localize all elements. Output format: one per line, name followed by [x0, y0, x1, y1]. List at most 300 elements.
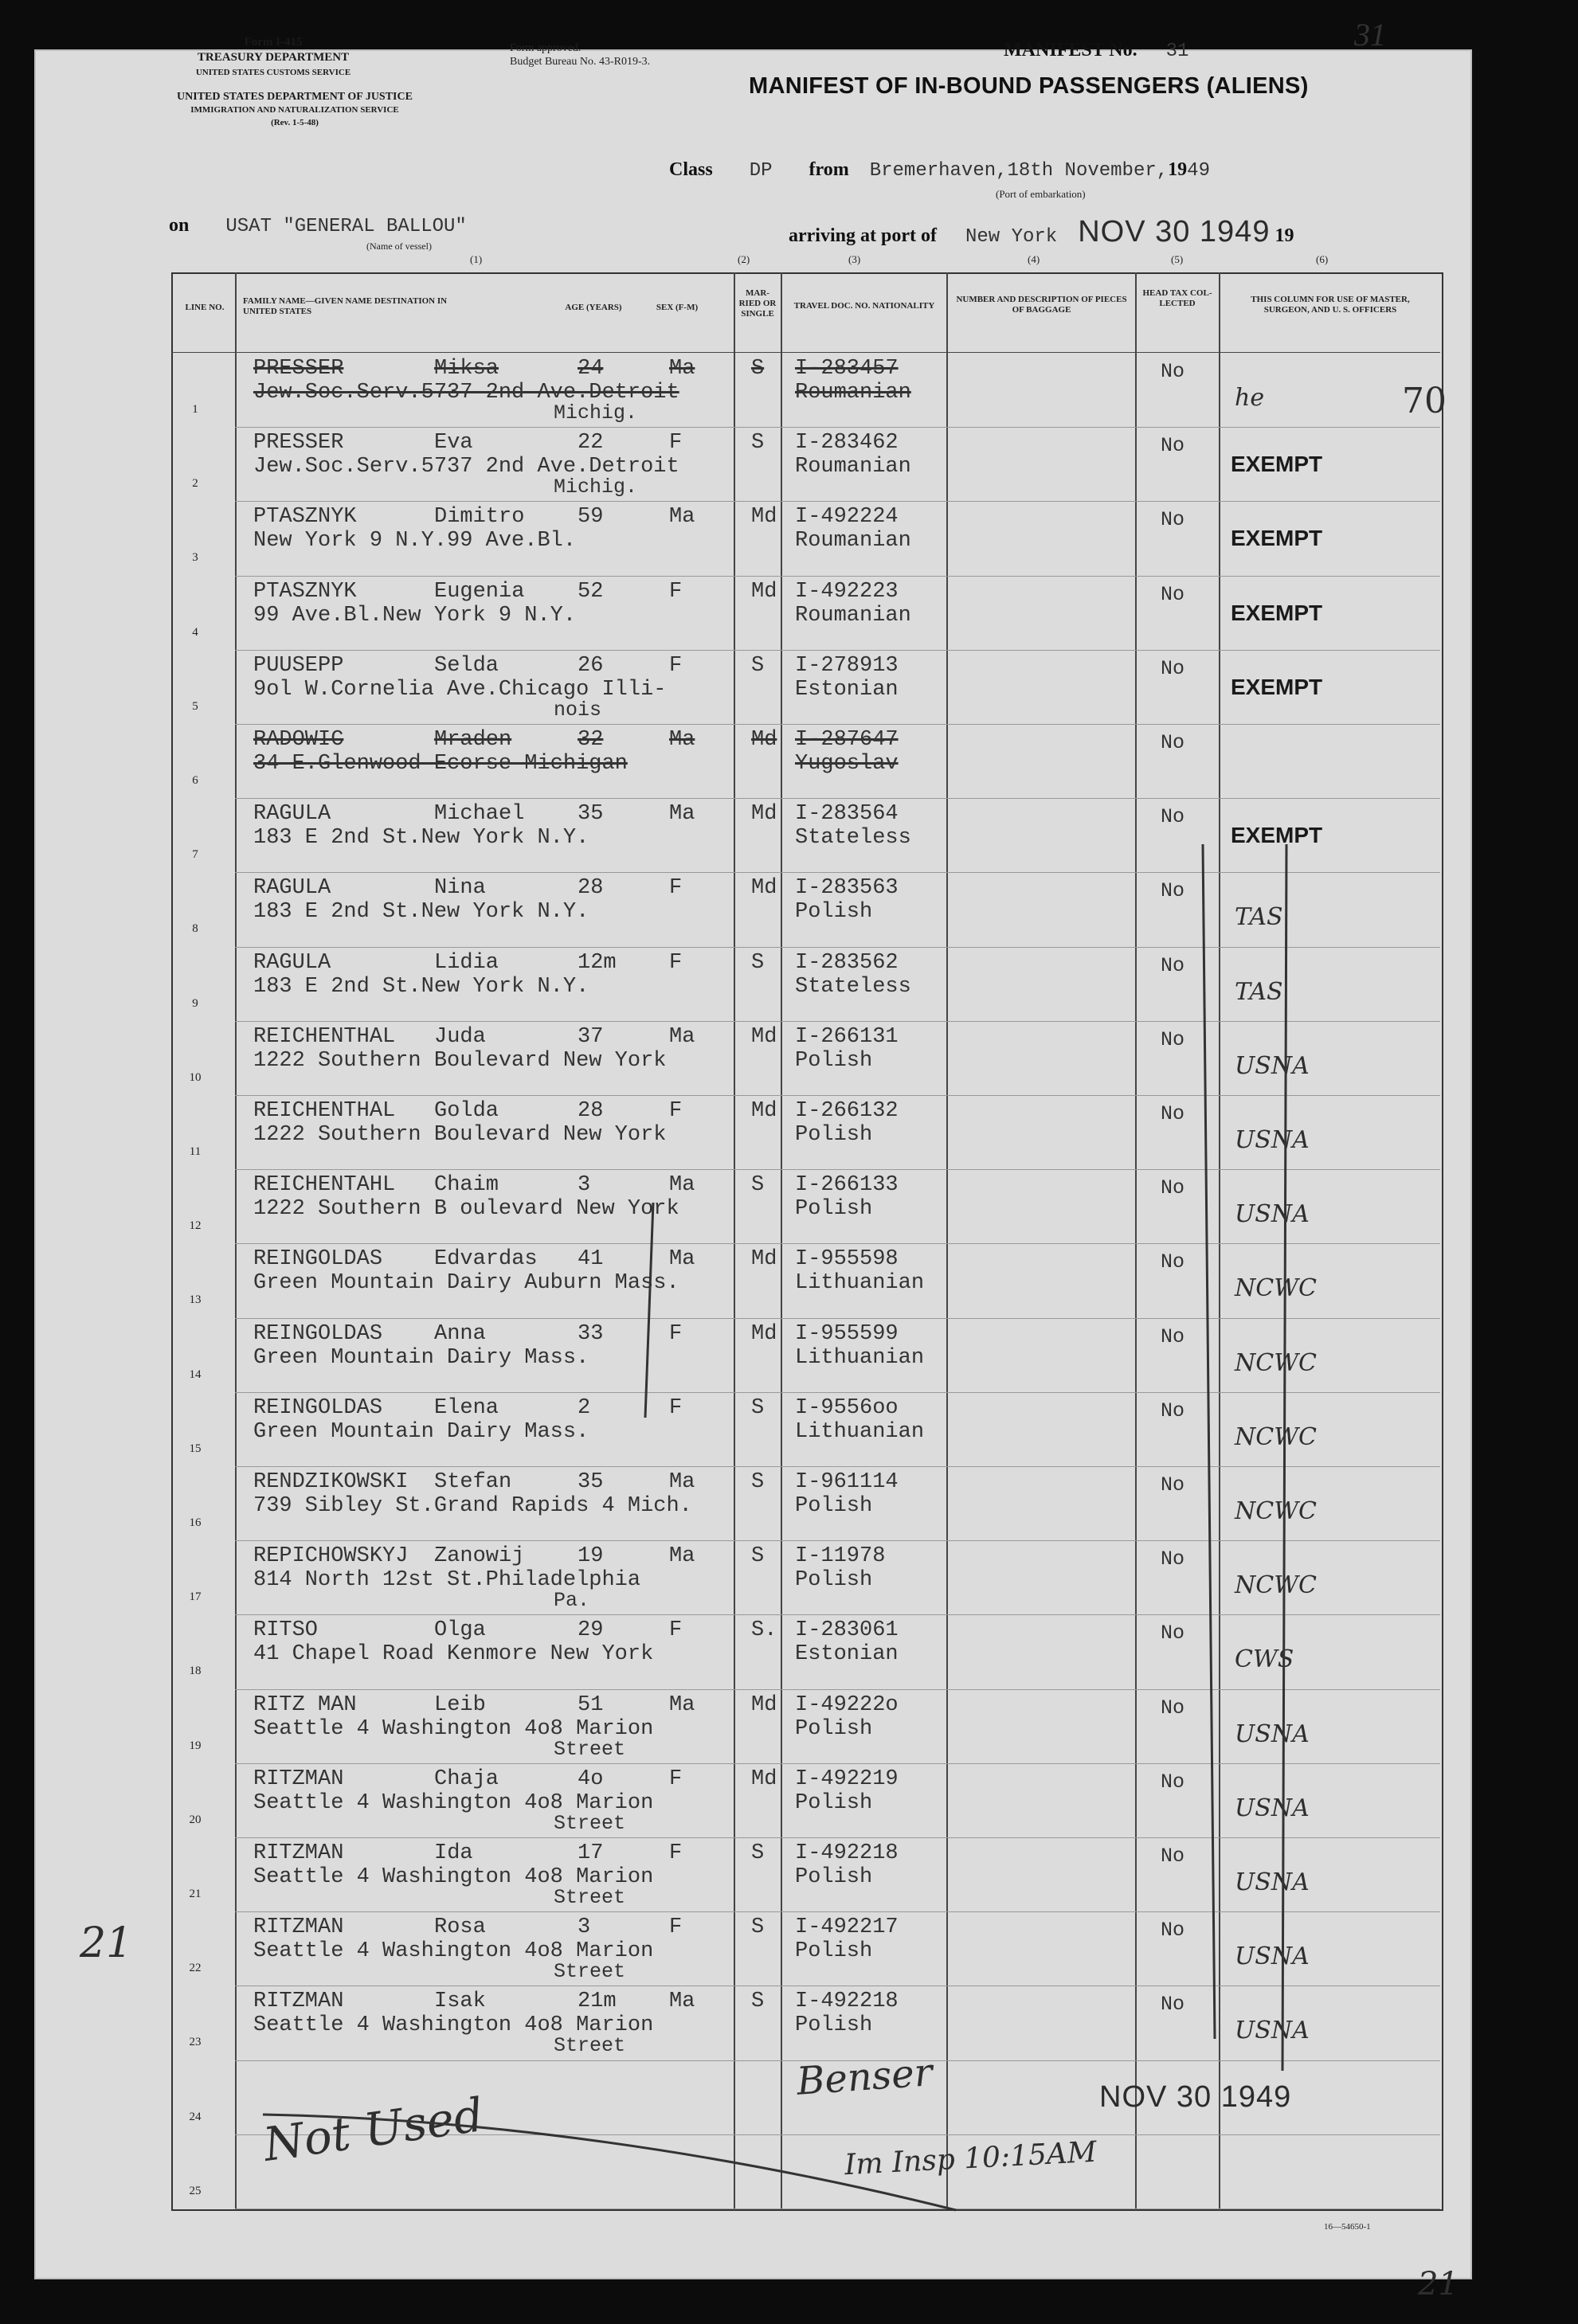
nationality: Roumanian: [795, 455, 911, 479]
marital-status: Md: [751, 1321, 777, 1346]
line-number: 4: [192, 625, 198, 639]
sex: F: [669, 1618, 683, 1643]
officer-note: NCWC: [1235, 1571, 1317, 1600]
given-name: Eugenia: [434, 579, 525, 604]
destination: 1222 Southern Boulevard New York: [253, 1048, 667, 1073]
nationality: Polish: [795, 1197, 873, 1222]
head-tax: No: [1161, 582, 1185, 606]
marital-status: S: [751, 1544, 765, 1569]
age: 19: [578, 1544, 604, 1569]
marital-status: S: [751, 1915, 765, 1940]
age: 2: [578, 1395, 591, 1420]
head-tax: No: [1161, 1399, 1185, 1422]
age: 41: [578, 1247, 604, 1272]
destination-continued: Street: [554, 1737, 626, 1761]
line-number: 20: [189, 1813, 202, 1826]
officer-note: USNA: [1235, 1200, 1310, 1229]
line-number: 25: [189, 2184, 202, 2197]
travel-document-number: I-278913: [795, 653, 899, 678]
destination: 183 E 2nd St.New York N.Y.: [253, 974, 589, 999]
given-name: Selda: [434, 653, 499, 678]
officer-stamp: EXEMPT: [1231, 823, 1323, 848]
head-tax: No: [1161, 1622, 1185, 1645]
age: 22: [578, 431, 604, 456]
given-name: Anna: [434, 1321, 486, 1346]
head-tax: No: [1161, 953, 1185, 977]
vessel-name: USAT "GENERAL BALLOU": [225, 216, 467, 237]
destination-continued: Michig.: [554, 401, 638, 425]
head-tax: No: [1161, 434, 1185, 458]
margin-number: 21: [80, 1919, 133, 1967]
line-number: 7: [192, 848, 198, 862]
line-number: 3: [192, 551, 198, 565]
header-age: AGE (YEARS): [565, 303, 622, 312]
sex: F: [669, 1915, 683, 1940]
sex: F: [669, 1395, 683, 1420]
head-tax: No: [1161, 1250, 1185, 1274]
inspection-date-stamp: NOV 30 1949: [1099, 2080, 1292, 2114]
officer-note: TAS: [1235, 903, 1283, 932]
family-name: RAGULA: [253, 802, 331, 827]
column-number: (2): [738, 253, 750, 265]
family-name: PTASZNYK: [253, 579, 357, 604]
nationality: Estonian: [795, 677, 899, 702]
officer-note: USNA: [1235, 1720, 1310, 1748]
age: 33: [578, 1321, 604, 1346]
nationality: Lithuanian: [795, 1345, 925, 1370]
travel-document-number: I-492219: [795, 1766, 899, 1791]
family-name: REINGOLDAS: [253, 1247, 383, 1272]
officer-note: USNA: [1235, 2017, 1310, 2045]
head-tax: No: [1161, 1696, 1185, 1720]
sex: F: [669, 1321, 683, 1346]
line-number: 11: [189, 1145, 202, 1158]
destination: Seattle 4 Washington 4o8 Marion: [253, 2013, 654, 2038]
officer-stamp: EXEMPT: [1231, 452, 1323, 477]
given-name: Chaim: [434, 1173, 499, 1198]
nationality: Stateless: [795, 974, 911, 999]
marital-status: Md: [751, 876, 777, 901]
marital-status: S: [751, 1470, 765, 1494]
column-number: (4): [1028, 253, 1040, 265]
line-number: 9: [192, 996, 198, 1010]
travel-document-number: I-266132: [795, 1099, 899, 1123]
given-name: Olga: [434, 1618, 486, 1643]
officer-note: NCWC: [1235, 1497, 1317, 1525]
family-name: PTASZNYK: [253, 505, 357, 530]
head-tax: No: [1161, 1176, 1185, 1200]
family-bracket-line: [645, 1203, 653, 1418]
sex: F: [669, 1099, 683, 1123]
family-name: RAGULA: [253, 876, 331, 901]
marital-status: S: [751, 1989, 765, 2014]
sex: F: [669, 431, 683, 456]
given-name: Nina: [434, 876, 486, 901]
family-name: RITZMAN: [253, 1766, 344, 1791]
line-number: 17: [189, 1590, 202, 1604]
marital-status: S.: [751, 1618, 777, 1643]
header-line-no: LINE NO.: [185, 303, 225, 312]
not-used-line: [263, 2115, 956, 2210]
customs-service: UNITED STATES CUSTOMS SERVICE: [195, 68, 351, 77]
officer-bracket-line-2: [1282, 844, 1286, 2071]
nationality: Polish: [795, 1790, 873, 1815]
line-number: 8: [192, 922, 198, 936]
sex: Ma: [669, 1470, 695, 1494]
given-name: Eva: [434, 431, 473, 456]
family-name: PRESSER: [253, 357, 344, 381]
age: 28: [578, 1099, 604, 1123]
family-name: PUUSEPP: [253, 653, 344, 678]
marital-status: S: [751, 653, 765, 678]
destination-continued: Michig.: [554, 475, 638, 499]
marital-status: S: [751, 357, 765, 381]
age: 21m: [578, 1989, 617, 2014]
marital-status: Md: [751, 1692, 777, 1717]
destination-continued: Pa.: [554, 1589, 590, 1613]
class-value: DP: [749, 160, 773, 182]
inspection-time: Im Insp 10:15AM: [844, 2135, 1098, 2182]
travel-document-number: I-961114: [795, 1470, 899, 1494]
line-number: 24: [189, 2110, 202, 2123]
sex: Ma: [669, 357, 695, 381]
line-number: 22: [189, 1962, 202, 1975]
destination: Seattle 4 Washington 4o8 Marion: [253, 1939, 654, 1964]
given-name: Isak: [434, 1989, 486, 2014]
given-name: Golda: [434, 1099, 499, 1123]
line-number: 6: [192, 774, 198, 787]
travel-document-number: I-287647: [795, 728, 899, 752]
line-number: 16: [189, 1516, 202, 1529]
officer-stamp: EXEMPT: [1231, 674, 1323, 699]
nationality: Roumanian: [795, 529, 911, 554]
family-name: RAGULA: [253, 950, 331, 975]
given-name: Chaja: [434, 1766, 499, 1791]
sex: F: [669, 1841, 683, 1865]
destination: 1222 Southern Boulevard New York: [253, 1123, 667, 1147]
age: 4o: [578, 1766, 604, 1791]
destination: Green Mountain Dairy Mass.: [253, 1419, 589, 1444]
line-number: 5: [192, 699, 198, 713]
age: 35: [578, 802, 604, 827]
column-number: (5): [1171, 253, 1184, 265]
officer-note: CWS: [1235, 1645, 1294, 1674]
sex: Ma: [669, 1173, 695, 1198]
travel-document-number: I-492224: [795, 505, 899, 530]
sex: F: [669, 950, 683, 975]
officer-note: USNA: [1235, 1126, 1310, 1154]
head-tax: No: [1161, 508, 1185, 532]
given-name: Mraden: [434, 728, 512, 752]
given-name: Zanowij: [434, 1544, 525, 1569]
travel-document-number: I-492217: [795, 1915, 899, 1940]
age: 35: [578, 1470, 604, 1494]
header-travel-doc: TRAVEL DOC. NO. NATIONALITY: [793, 301, 935, 311]
arrival-port: New York: [965, 226, 1058, 248]
given-name: Elena: [434, 1395, 499, 1420]
given-name: Stefan: [434, 1470, 512, 1494]
nationality: Polish: [795, 1048, 873, 1073]
officer-stamp: EXEMPT: [1231, 526, 1323, 551]
age: 24: [578, 357, 604, 381]
travel-document-number: I-955599: [795, 1321, 899, 1346]
form-code: 16—54650-1: [1324, 2222, 1371, 2232]
ins-title: IMMIGRATION AND NATURALIZATION SERVICE: [190, 105, 399, 115]
header-sex: SEX (F-M): [656, 303, 699, 312]
marital-status: S: [751, 1173, 765, 1198]
officer-note: NCWC: [1235, 1422, 1317, 1451]
travel-document-number: I-283562: [795, 950, 899, 975]
marital-status: S: [751, 950, 765, 975]
destination: 183 E 2nd St.New York N.Y.: [253, 900, 589, 925]
given-name: Miksa: [434, 357, 499, 381]
arrival-date-stamp: NOV 30 1949: [1078, 215, 1271, 248]
nationality: Lithuanian: [795, 1271, 925, 1296]
head-tax: No: [1161, 1102, 1185, 1125]
family-name: RITZMAN: [253, 1989, 344, 2014]
nationality: Polish: [795, 1716, 873, 1741]
sex: F: [669, 653, 683, 678]
marital-status: Md: [751, 1766, 777, 1791]
nationality: Polish: [795, 1865, 873, 1889]
family-name: REINGOLDAS: [253, 1395, 383, 1420]
handwritten-manifest-number: 31: [1354, 17, 1386, 53]
given-name: Ida: [434, 1841, 473, 1865]
not-used-annotation: Not Used: [260, 2087, 487, 2172]
age: 37: [578, 1024, 604, 1049]
page-title: MANIFEST OF IN-BOUND PASSENGERS (ALIENS): [749, 73, 1309, 99]
destination: Green Mountain Dairy Auburn Mass.: [253, 1271, 679, 1296]
line-number: 1: [192, 403, 198, 416]
manifest-number-value: 31: [1165, 41, 1189, 62]
line-number: 12: [189, 1219, 202, 1233]
given-name: Rosa: [434, 1915, 486, 1940]
destination: 814 North 12st St.Philadelphia: [253, 1568, 641, 1593]
head-tax: No: [1161, 656, 1185, 680]
age: 3: [578, 1173, 591, 1198]
budget-bureau-line: Budget Bureau No. 43-R019-3.: [510, 56, 651, 68]
head-tax: No: [1161, 1919, 1185, 1943]
marital-status: Md: [751, 802, 777, 827]
sex: Ma: [669, 1692, 695, 1717]
sex: F: [669, 579, 683, 604]
head-tax: No: [1161, 1547, 1185, 1571]
family-name: RITZMAN: [253, 1915, 344, 1940]
column-number: (1): [470, 253, 483, 265]
year-prefix: 19: [1168, 159, 1188, 180]
head-tax: No: [1161, 731, 1185, 754]
sex: F: [669, 1766, 683, 1791]
destination: Seattle 4 Washington 4o8 Marion: [253, 1865, 654, 1889]
travel-document-number: I-11978: [795, 1544, 886, 1569]
destination: Seattle 4 Washington 4o8 Marion: [253, 1790, 654, 1815]
nationality: Polish: [795, 1123, 873, 1147]
approval-line: Form approved.: [510, 42, 581, 54]
marital-status: Md: [751, 1024, 777, 1049]
destination: 183 E 2nd St.New York N.Y.: [253, 826, 589, 851]
nationality: Polish: [795, 1568, 873, 1593]
family-name: RITZ MAN: [253, 1692, 357, 1717]
age: 51: [578, 1692, 604, 1717]
marital-status: Md: [751, 1247, 777, 1272]
travel-document-number: I-492218: [795, 1841, 899, 1865]
arrival-year-label: 19: [1275, 225, 1294, 246]
officer-note: he: [1235, 384, 1265, 412]
marital-status: S: [751, 1841, 765, 1865]
given-name: Michael: [434, 802, 525, 827]
family-name: RADOWIC: [253, 728, 344, 752]
destination: 99 Ave.Bl.New York 9 N.Y.: [253, 603, 577, 628]
embarkation-value: Bremerhaven,18th November,: [869, 160, 1169, 182]
destination: Seattle 4 Washington 4o8 Marion: [253, 1716, 654, 1741]
nationality: Yugoslav: [795, 752, 899, 776]
family-name: PRESSER: [253, 431, 344, 456]
marital-status: Md: [751, 728, 777, 752]
sex: Ma: [669, 1024, 695, 1049]
travel-document-number: I-49222o: [795, 1692, 899, 1717]
line-number: 14: [189, 1367, 202, 1381]
destination-continued: nois: [554, 698, 602, 722]
travel-document-number: I-492218: [795, 1989, 899, 2014]
travel-document-number: I-266131: [795, 1024, 899, 1049]
marital-status: S: [751, 1395, 765, 1420]
head-tax: No: [1161, 1993, 1185, 2017]
destination: 1222 Southern B oulevard New York: [253, 1197, 679, 1222]
line-number: 10: [189, 1070, 202, 1084]
officer-note: TAS: [1235, 977, 1283, 1006]
officer-note: USNA: [1235, 1794, 1310, 1822]
marital-status: S: [751, 431, 765, 456]
officer-note: NCWC: [1235, 1348, 1317, 1377]
travel-document-number: I-9556oo: [795, 1395, 899, 1420]
from-label: from: [809, 159, 849, 180]
head-tax: No: [1161, 879, 1185, 903]
travel-document-number: I-283564: [795, 802, 899, 827]
age: 59: [578, 505, 604, 530]
travel-document-number: I-955598: [795, 1247, 899, 1272]
destination: 9ol W.Cornelia Ave.Chicago Illi-: [253, 677, 667, 702]
line-number: 19: [189, 1739, 202, 1752]
marital-status: Md: [751, 579, 777, 604]
given-name: Leib: [434, 1692, 486, 1717]
age: 52: [578, 579, 604, 604]
manifest-number-label: MANIFEST No.: [1004, 40, 1137, 61]
sex: Ma: [669, 1989, 695, 2014]
age: 28: [578, 876, 604, 901]
head-tax: No: [1161, 360, 1185, 383]
officer-bracket-line: [1203, 844, 1215, 2039]
travel-document-number: I-283457: [795, 357, 899, 381]
inspector-signature: Benser: [795, 2050, 934, 2104]
sex: Ma: [669, 802, 695, 827]
given-name: Juda: [434, 1024, 486, 1049]
officer-note: NCWC: [1235, 1274, 1317, 1303]
age: 32: [578, 728, 604, 752]
age: 3: [578, 1915, 591, 1940]
class-label: Class: [669, 159, 713, 180]
head-tax: No: [1161, 1845, 1185, 1868]
destination-continued: Street: [554, 1811, 626, 1835]
treasury-department: TREASURY DEPARTMENT: [197, 51, 350, 64]
line-number: 13: [189, 1293, 202, 1307]
head-tax: No: [1161, 1473, 1185, 1497]
revision-date: (Rev. 1-5-48): [271, 118, 319, 127]
line-number: 2: [192, 477, 198, 491]
head-tax: No: [1161, 1027, 1185, 1051]
column-number: (6): [1316, 253, 1329, 265]
year-suffix: 49: [1187, 160, 1210, 182]
destination-continued: Street: [554, 1960, 626, 1984]
nationality: Roumanian: [795, 381, 911, 405]
on-label: on: [169, 215, 190, 236]
family-name: RITZMAN: [253, 1841, 344, 1865]
destination: 41 Chapel Road Kenmore New York: [253, 1642, 654, 1667]
sex: Ma: [669, 728, 695, 752]
nationality: Polish: [795, 1939, 873, 1964]
officer-mark: 70: [1402, 381, 1447, 421]
travel-document-number: I-266133: [795, 1173, 899, 1198]
justice-title: UNITED STATES DEPARTMENT OF JUSTICE: [177, 91, 413, 103]
travel-document-number: I-283563: [795, 876, 899, 901]
family-name: REICHENTAHL: [253, 1173, 396, 1198]
marital-status: Md: [751, 505, 777, 530]
family-name: RITSO: [253, 1618, 319, 1643]
marital-status: Md: [751, 1099, 777, 1123]
nationality: Roumanian: [795, 603, 911, 628]
destination: Jew.Soc.Serv.5737 2nd Ave.Detroit: [253, 381, 679, 405]
officer-note: USNA: [1235, 1943, 1310, 1971]
destination: Green Mountain Dairy Mass.: [253, 1345, 589, 1370]
destination: Jew.Soc.Serv.5737 2nd Ave.Detroit: [253, 455, 679, 479]
family-name: REINGOLDAS: [253, 1321, 383, 1346]
destination-continued: Street: [554, 1886, 626, 1909]
travel-document-number: I-283462: [795, 431, 899, 456]
header-name-destination: FAMILY NAME—GIVEN NAME DESTINATION IN UNITED STATES: [243, 296, 448, 316]
header-baggage: NUMBER AND DESCRIPTION OF PIECES OF BAGGAGE: [956, 295, 1127, 315]
nationality: Polish: [795, 1494, 873, 1518]
nationality: Lithuanian: [795, 1419, 925, 1444]
nationality: Polish: [795, 900, 873, 925]
travel-document-number: I-283061: [795, 1618, 899, 1643]
head-tax: No: [1161, 805, 1185, 829]
age: 29: [578, 1618, 604, 1643]
column-number: (3): [848, 253, 861, 265]
arriving-label: arriving at port of: [789, 225, 937, 246]
officer-note: USNA: [1235, 1051, 1310, 1080]
nationality: Stateless: [795, 826, 911, 851]
header-head-tax: HEAD TAX COL-LECTED: [1142, 288, 1212, 308]
given-name: Dimitro: [434, 505, 525, 530]
nationality: Polish: [795, 2013, 873, 2038]
given-name: Lidia: [434, 950, 499, 975]
destination-continued: Street: [554, 2034, 626, 2058]
line-number: 23: [189, 2036, 202, 2049]
family-name: REICHENTHAL: [253, 1024, 396, 1049]
given-name: Edvardas: [434, 1247, 538, 1272]
sex: F: [669, 876, 683, 901]
sex: Ma: [669, 1544, 695, 1569]
vessel-name-label: (Name of vessel): [366, 241, 432, 252]
family-name: REICHENTHAL: [253, 1099, 396, 1123]
line-number: 15: [189, 1442, 202, 1455]
age: 26: [578, 653, 604, 678]
head-tax: No: [1161, 1324, 1185, 1348]
form-number: Form I-415: [244, 36, 303, 49]
port-of-embarkation-label: (Port of embarkation): [996, 188, 1086, 200]
header-officers-column: THIS COLUMN FOR USE OF MASTER, SURGEON, AND U. S. OFFICERS: [1251, 295, 1410, 315]
head-tax: No: [1161, 1770, 1185, 1794]
sex: Ma: [669, 1247, 695, 1272]
